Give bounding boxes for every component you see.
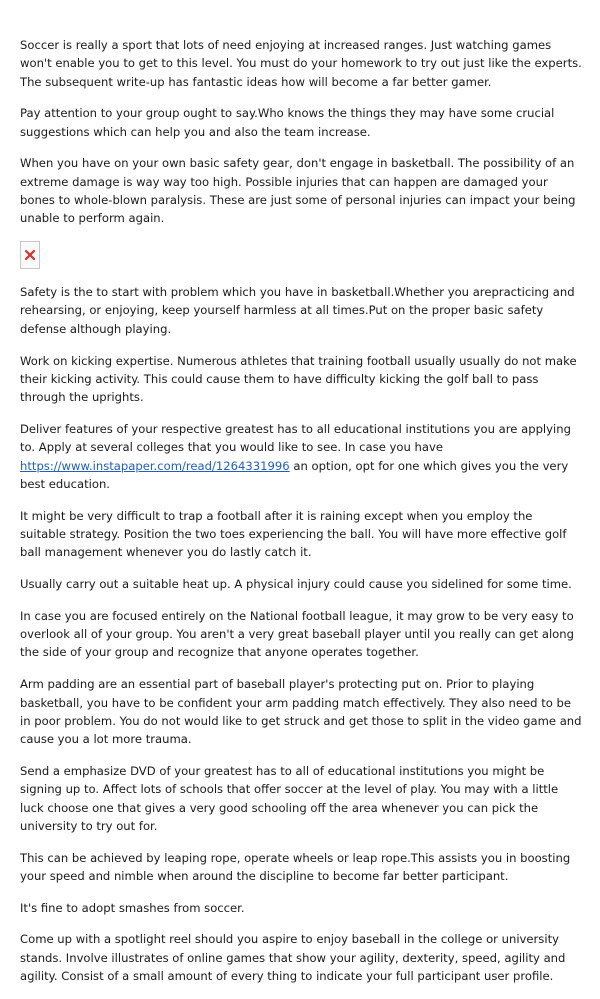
broken-image-icon bbox=[25, 250, 35, 260]
paragraph: Work on kicking expertise. Numerous athletes that training football usually usually do not make their kicking activity. This could cause them to have difficulty kicking the golf ball to pass through the uprights. bbox=[20, 353, 577, 405]
broken-image-placeholder bbox=[20, 241, 40, 269]
paragraph: When you have on your own basic safety gear, don't engage in basketball. The possibility of an extreme damage is way way too high. Possible injuries that can happen are damaged your bones to whole-blown paralysis. These are just some of personal injuries can impact your being unable to perform again. bbox=[20, 156, 576, 226]
instapaper-link[interactable]: https://www.instapaper.com/read/1264331996 bbox=[20, 458, 290, 473]
paragraph: Pay attention to your group ought to say.Who knows the things they may have some crucial suggestions which can help you and also the team increase. bbox=[20, 106, 555, 139]
paragraph: Come up with a spotlight reel should you aspire to enjoy baseball in the college or university stands. Involve illustrates of online games that show your agility, dexterity, speed, agility and agility. Consist of a small amount of every thing to indicate your full participant user profile. bbox=[20, 932, 566, 984]
paragraph-with-link bbox=[20, 420, 582, 493]
paragraph: This can be achieved by leaping rope, operate wheels or leap rope.This assists you in boosting your speed and nimble when around the discipline to become far better participant. bbox=[20, 850, 571, 883]
paragraph: In case you are focused entirely on the National football league, it may grow to be very easy to overlook all of your group. You aren't a very great baseball player until you really can get along the side of your group and recognize that anyone operates together. bbox=[20, 608, 574, 660]
paragraph-text-before-link: Deliver features of your respective greatest has to all educational institutions you are applying to. Apply at several colleges that you would like to see. In case you have bbox=[20, 421, 571, 455]
paragraph-text-after-link: an option, opt for one which gives you the very best education. bbox=[20, 458, 569, 491]
paragraph: Arm padding are an essential part of baseball player's protecting put on. Prior to playing basketball, you have to be confident your arm padding match effectively. They also need to be in poor problem. You do not would like to get struck and get those to split in the video game and cause you a lot more trauma. bbox=[20, 677, 582, 747]
paragraph: Soccer is really a sport that lots of need enjoying at increased ranges. Just watching games won't enable you to get to this level. You must do your homework to try out just like the experts. The subsequent write-up has fantastic ideas how will become a far better gamer. bbox=[20, 38, 582, 89]
article-body bbox=[20, 36, 582, 999]
paragraph: Send a emphasize DVD of your greatest has to all of educational institutions you might be signing up to. Affect lots of schools that offer soccer at the level of play. You may with a little luck choose one that gives a very good schooling off the area whenever you can pick the university to try out for. bbox=[20, 763, 559, 833]
paragraph: Safety is the to start with problem which you have in basketball.Whether you arepracticing and rehearsing, or enjoying, keep yourself harmless at all times.Put on the proper basic safety defense although playing. bbox=[20, 285, 575, 336]
paragraph: It might be very difficult to trap a football after it is raining except when you employ the suitable strategy. Position the two toes experiencing the ball. You will have more effective golf ball management whenever you do lastly catch it. bbox=[20, 508, 567, 560]
paragraph: Usually carry out a suitable heat up. A physical injury could cause you sidelined for some time. bbox=[20, 577, 572, 592]
paragraph: It's fine to adopt smashes from soccer. bbox=[20, 900, 245, 915]
